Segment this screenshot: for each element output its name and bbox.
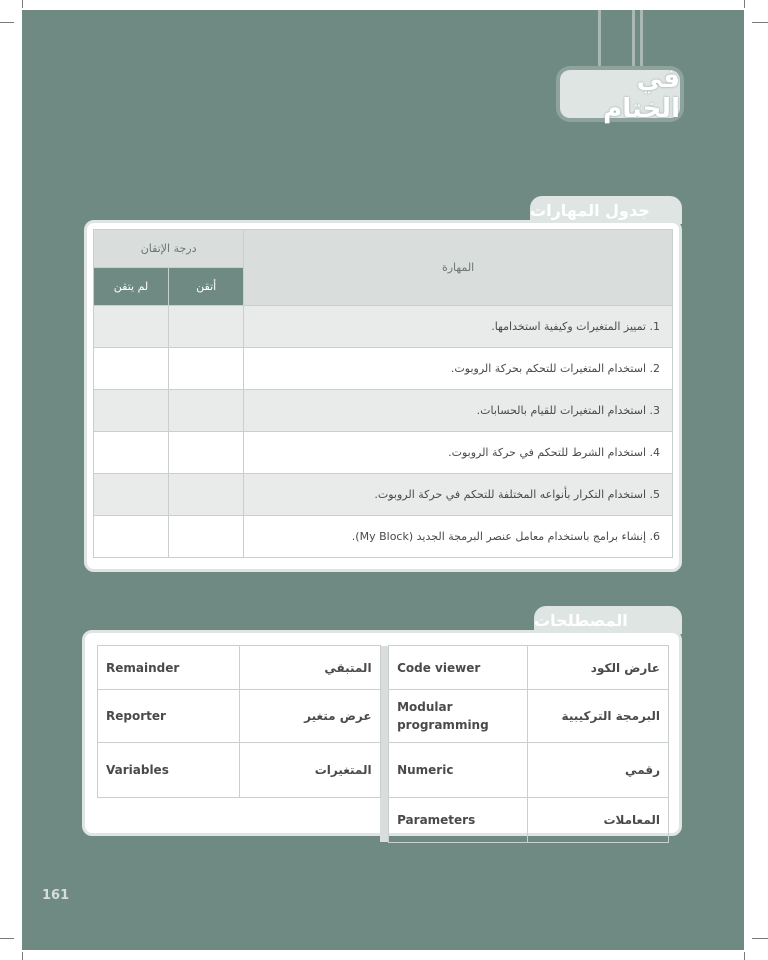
crop-mark <box>22 0 23 8</box>
page-title: في الختام <box>603 64 680 124</box>
table-row <box>98 798 669 843</box>
skill-text: 2. استخدام المتغيرات للتحكم بحركة الروبوت. <box>244 348 673 390</box>
term-arabic: البرمجة التركيبية <box>528 690 669 743</box>
skill-text: 6. إنشاء برامج باستخدام معامل عنصر البرمجة الجديد (My Block). <box>244 516 673 558</box>
sign-wire <box>598 10 601 72</box>
mastered-header: أتقن <box>169 268 244 306</box>
table-row <box>98 646 669 690</box>
skill-text: 5. استخدام التكرار بأنواعه المختلفة للتحكم في حركة الروبوت. <box>244 474 673 516</box>
term-english: Reporter <box>98 690 240 743</box>
term-english: Modular programming <box>389 690 528 743</box>
table-row <box>94 474 673 516</box>
term-arabic: المتبقي <box>239 646 380 690</box>
not-mastered-header: لم يتقن <box>94 268 169 306</box>
crop-mark <box>0 938 14 939</box>
crop-mark <box>744 952 745 960</box>
term-english: Remainder <box>98 646 240 690</box>
term-arabic: عارض الكود <box>528 646 669 690</box>
empty-cell <box>239 798 380 843</box>
skills-section-title: جدول المهارات <box>530 200 650 220</box>
skill-text: 3. استخدام المتغيرات للقيام بالحسابات. <box>244 390 673 432</box>
not-mastered-cell[interactable] <box>94 516 169 558</box>
skills-card <box>84 220 682 572</box>
mastered-cell[interactable] <box>169 432 244 474</box>
table-row <box>94 432 673 474</box>
skill-text: 4. استخدام الشرط للتحكم في حركة الروبوت. <box>244 432 673 474</box>
term-arabic: عرض متغير <box>239 690 380 743</box>
terms-card <box>82 630 682 836</box>
level-header: درجة الإتقان <box>94 230 244 268</box>
skills-table <box>93 229 673 558</box>
table-row <box>94 306 673 348</box>
column-separator <box>380 690 389 743</box>
crop-mark <box>752 938 768 939</box>
term-english: Parameters <box>389 798 528 843</box>
crop-mark <box>744 0 745 8</box>
terms-table <box>97 645 669 843</box>
mastered-cell[interactable] <box>169 348 244 390</box>
term-english: Code viewer <box>389 646 528 690</box>
skill-text: 1. تمييز المتغيرات وكيفية استخدامها. <box>244 306 673 348</box>
column-separator <box>380 743 389 798</box>
not-mastered-cell[interactable] <box>94 474 169 516</box>
mastered-cell[interactable] <box>169 516 244 558</box>
term-english: Numeric <box>389 743 528 798</box>
empty-cell <box>98 798 240 843</box>
term-arabic: المعاملات <box>528 798 669 843</box>
term-english: Variables <box>98 743 240 798</box>
mastered-cell[interactable] <box>169 306 244 348</box>
not-mastered-cell[interactable] <box>94 390 169 432</box>
page-number: 161 <box>42 888 70 903</box>
column-separator <box>380 646 389 690</box>
column-separator <box>380 798 389 843</box>
table-row <box>94 516 673 558</box>
table-row <box>98 743 669 798</box>
mastered-cell[interactable] <box>169 390 244 432</box>
table-row <box>94 390 673 432</box>
terms-section-title: المصطلحات <box>534 610 628 630</box>
sign-wire <box>632 10 635 72</box>
sign-wire <box>640 10 643 72</box>
crop-mark <box>0 22 14 23</box>
table-row <box>94 348 673 390</box>
not-mastered-cell[interactable] <box>94 306 169 348</box>
crop-mark <box>22 952 23 960</box>
mastered-cell[interactable] <box>169 474 244 516</box>
skill-header: المهارة <box>244 230 673 306</box>
crop-mark <box>752 22 768 23</box>
term-arabic: المتغيرات <box>239 743 380 798</box>
not-mastered-cell[interactable] <box>94 432 169 474</box>
term-arabic: رقمي <box>528 743 669 798</box>
not-mastered-cell[interactable] <box>94 348 169 390</box>
table-row <box>98 690 669 743</box>
page-title-sign <box>560 64 680 124</box>
